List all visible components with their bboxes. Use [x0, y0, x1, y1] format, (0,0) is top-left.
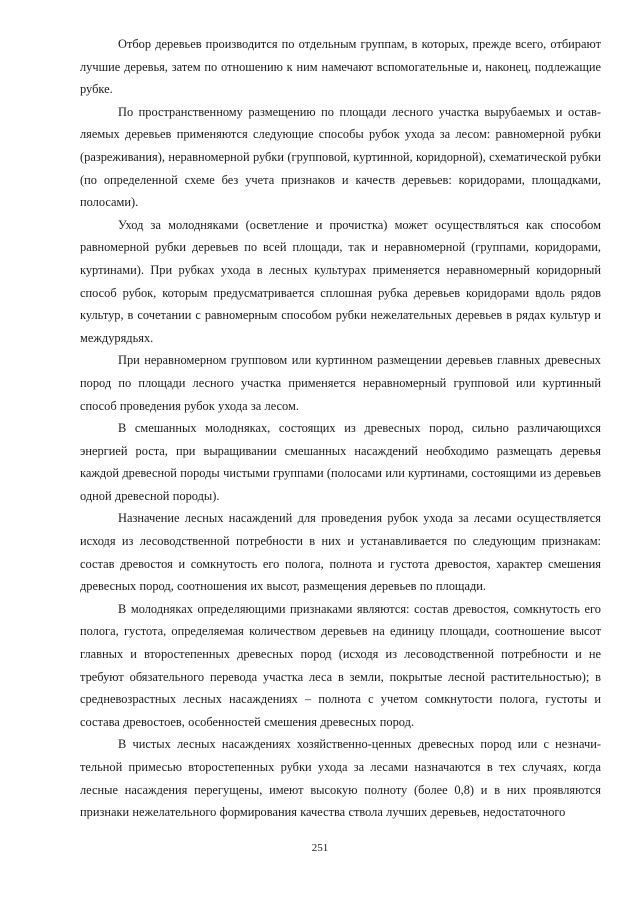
paragraph-3: Уход за молодняками (осветление и прочистка) может осуществляться как способом равномерной рубки деревьев по всей площади, так и неравномерной (группами, коридорами, куртинами). При рубках ухода в лесных культурах применяется неравномерный коридорный способ рубок, которым предусматривается сплошная рубка деревьев коридорами вдоль рядов культур, в сочетании с равномерным способом рубки нежелательных деревьев в рядах культур и междурядьях. — [80, 217, 601, 345]
body-text — [80, 33, 601, 824]
paragraph-6: Назначение лесных насаждений для проведения рубок ухода за лесами осуществляется исходя из лесоводственной потребности в них и устанавливается по следующим признакам: состав древостоя и сомкнутость его полога, полнота и густота древостоя, характер смешения древесных пород, соотношения их высот, размещения деревьев по площади. — [80, 511, 601, 594]
page-number: 251 — [311, 842, 329, 854]
paragraph-4: При неравномерном групповом или куртинном размещении деревьев главных древесных пород по площади лесного участка применяется неравномерный групповой или куртинный способ проведения рубок ухода за лесом. — [80, 353, 601, 413]
paragraph-7: В молодняках определяющими признаками являются: состав древостоя, сомкнутость его полога, густота, определяемая количеством деревьев на единицу площади, соотношение высот главных и второстепенных древесных пород (исходя из лесоводственной потребности и не требуют обязательного перевода участка леса в земли, покрытые лесной растительностью); в средневозрастных лесных насаждениях – полнота с учетом сомкнутости полога, густоты и состава древостоев, особенностей смешения древесных пород. — [80, 601, 601, 729]
paragraph-8: В чистых лесных насаждениях хозяйственно-ценных древесных пород или с незначительной примесью второстепенных рубки ухода за лесами назначаются в тех случаях, когда лесные насаждения перегущены, имеют высокую полноту (более 0,8) и в них проявляются признаки нежелательного формирования качества ствола лучших деревьев, недостаточного — [80, 737, 601, 820]
paragraph-5: В смешанных молодняках, состоящих из древесных пород, сильно различающихся энергией роста, при выращивании смешанных насаждений необходимо размещать деревья каждой древесной породы чистыми группами (полосами или куртинами, состоящими из деревьев одной древесной породы). — [80, 421, 601, 503]
paragraph-2: По пространственному размещению по площади лесного участка вырубаемых и оставляемых деревьев применяются следующие способы рубок ухода за лесом: равномерной рубки (разреживания), неравномерной рубки (групповой, куртинной, коридорной), схематической рубки (по определенной схеме без учета признаков и качеств деревьев: коридорами, площадками, полосами). — [80, 104, 601, 210]
paragraph-1: Отбор деревьев производится по отдельным группам, в которых, прежде всего, отбирают лучшие деревья, затем по отношению к ним намечают вспомогательные и, наконец, подлежащие рубке. — [80, 37, 601, 97]
